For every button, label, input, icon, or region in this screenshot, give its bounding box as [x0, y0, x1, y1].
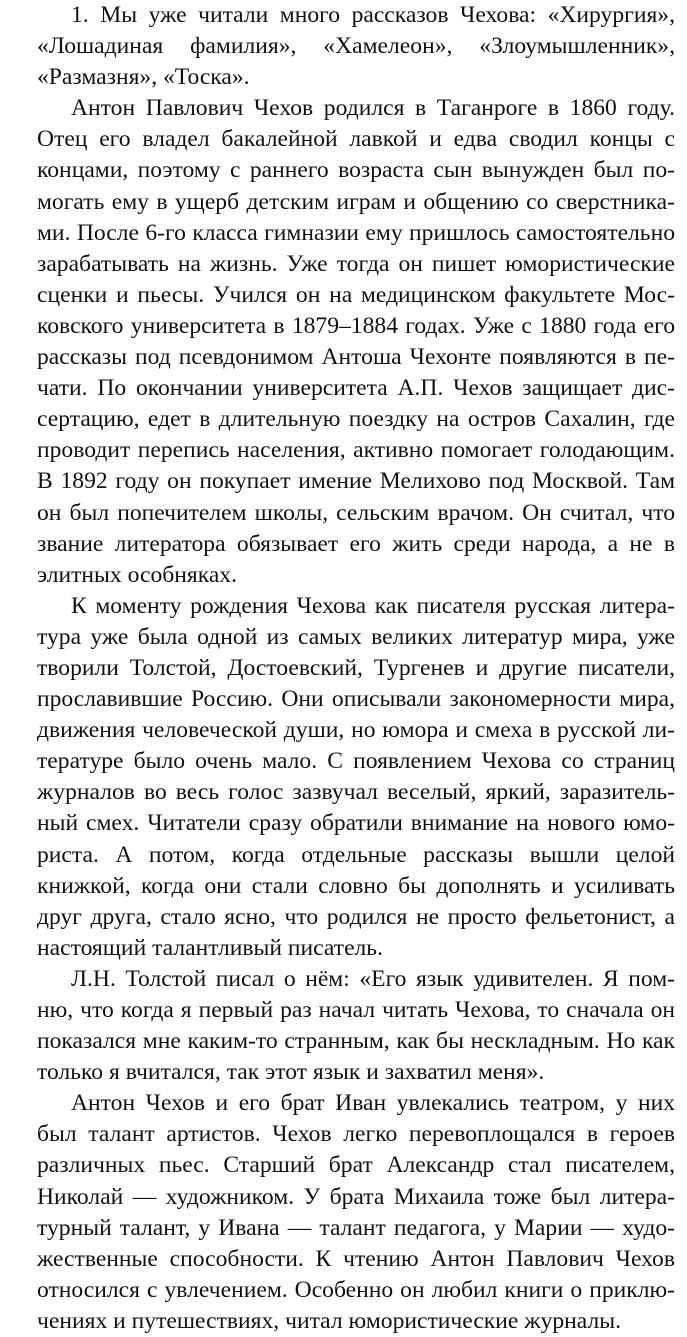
text-line: относился с увлечением. Особенно он любил книги о приклю- — [37, 1276, 675, 1303]
text-line: Отец его владел бакалейной лавкой и едва сводил концы с — [37, 126, 675, 153]
paragraph — [3, 0, 675, 93]
text-line: сертацию, едет в длительную поездку на остров Сахалин, где — [37, 406, 675, 433]
text-line: Л.Н. Толстой писал о нём: «Его язык удивителен. Я пом- — [71, 965, 675, 992]
text-line: Николай — художником. У брата Михаила тоже был литера- — [37, 1183, 675, 1210]
text-line: друг друга, стало ясно, что родился не просто фельетонист, а — [37, 903, 675, 930]
text-line: ковского университета в 1879–1884 годах. Уже с 1880 года его — [37, 312, 675, 339]
text-line: журналов во весь голос зазвучал веселый, яркий, заразитель- — [37, 779, 675, 806]
text-line: ми. После 6-го класса гимназии ему пришлось самостоятельно — [37, 219, 675, 246]
text-line: «Размазня», «Тоска». — [37, 64, 250, 91]
text-line: ный смех. Читатели сразу обратили внимание на нового юмо- — [37, 810, 675, 837]
text-line: творили Толстой, Достоевский, Тургенев и другие писатели, — [37, 654, 675, 681]
text-line: настоящий талантливый писатель. — [37, 934, 383, 961]
text-line: Антон Павлович Чехов родился в Таганроге в 1860 году. — [71, 95, 675, 122]
text-line: концами, поэтому с раннего возраста сын вынужден был по- — [37, 157, 675, 184]
text-line: чати. По окончании университета А.П. Чехов защищает дис- — [37, 375, 675, 402]
text-line: движения человеческой души, но юмора и смеха в русской ли- — [37, 717, 675, 744]
paragraph — [3, 964, 675, 1088]
text-line: К моменту рождения Чехова как писателя русская литера- — [71, 592, 675, 619]
text-line: 1. Мы уже читали много рассказов Чехова: «Хирургия», — [71, 2, 675, 28]
text-line: зарабатывать на жизнь. Уже тогда он пишет юмористические — [37, 250, 675, 277]
text-line: риста. А потом, когда отдельные рассказы вышли целой — [37, 841, 675, 868]
text-line: тура уже была одной из самых великих литератур мира, уже — [37, 623, 675, 650]
text-line: жественные способности. К чтению Антон Павлович Чехов — [37, 1245, 675, 1272]
text-line: проводит перепись населения, активно помогает голодающим. — [37, 437, 675, 464]
text-line: прославившие Россию. Они описывали закономерности мира, — [37, 686, 675, 713]
text-line: сценки и пьесы. Учился он на медицинском факультете Мос- — [37, 281, 675, 308]
text-line: звание литератора обязывает его жить среди народа, а не в — [37, 530, 675, 557]
paragraph — [3, 591, 675, 964]
text-line: чениях и путешествиях, читал юмористические журналы. — [37, 1307, 621, 1334]
text-line: только я вчитался, так этот язык и захватил меня». — [37, 1059, 545, 1086]
text-line: элитных особняках. — [37, 561, 237, 588]
text-line: рассказы под псевдонимом Антоша Чехонте появляются в пе- — [37, 344, 675, 371]
text-line: был талант артистов. Чехов легко перевоплощался в героев — [37, 1121, 675, 1148]
text-line: показался мне каким-то странным, как бы нескладным. Но как — [37, 1028, 675, 1055]
text-line: Антон Чехов и его брат Иван увлекались театром, у них — [71, 1090, 675, 1117]
paragraph — [3, 93, 675, 591]
text-line: турный талант, у Ивана — талант педагога, у Марии — худо- — [37, 1214, 675, 1241]
paragraph — [3, 1088, 675, 1337]
text-line: различных пьес. Старший брат Александр стал писателем, — [37, 1152, 675, 1179]
text-line: В 1892 году он покупает имение Мелихово под Москвой. Там — [37, 468, 675, 495]
text-line: тературе было очень мало. С появлением Чехова со страниц — [37, 748, 675, 775]
text-line: «Лошадиная фамилия», «Хамелеон», «Злоумышленник», — [37, 33, 675, 60]
text-line: книжкой, когда они стали словно бы дополнять и усиливать — [37, 872, 675, 899]
text-line: ню, что когда я первый раз начал читать Чехова, то сначала он — [37, 997, 675, 1023]
text-line: могать ему в ущерб детским играм и общению со сверстника- — [37, 188, 675, 215]
text-line: он был попечителем школы, сельским врачом. Он считал, что — [37, 499, 675, 526]
